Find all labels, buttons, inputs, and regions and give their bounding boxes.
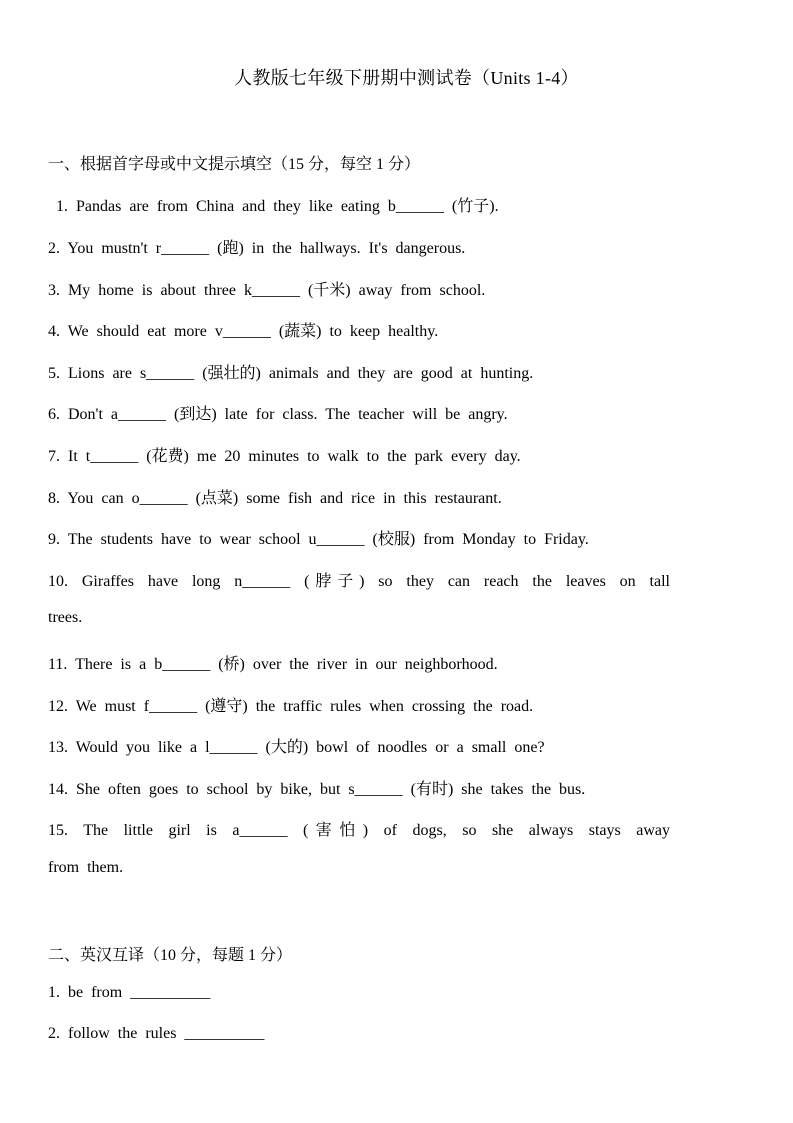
- question-12: 12. We must f______ (遵守) the traffic rules when crossing the road.: [48, 698, 534, 715]
- question-3: 3. My home is about three k______ (千米) away from school.: [48, 282, 486, 299]
- question-14: 14. She often goes to school by bike, but s______ (有时) she takes the bus.: [48, 781, 586, 798]
- question-15: 15. The little girl is a______ (害怕) of dogs, so she always stays away: [48, 822, 670, 839]
- question-8: 8. You can o______ (点菜) some fish and rice in this restaurant.: [48, 490, 502, 507]
- section-1-heading: 一、根据首字母或中文提示填空（15 分，每空 1 分）: [48, 156, 421, 173]
- question-5: 5. Lions are s______ (强壮的) animals and they are good at hunting.: [48, 365, 534, 382]
- translation-item-1: 1. be from __________: [48, 984, 211, 1001]
- question-4: 4. We should eat more v______ (蔬菜) to keep healthy.: [48, 323, 439, 340]
- question-10: 10. Giraffes have long n______ (脖子) so they can reach the leaves on tall: [48, 573, 670, 590]
- question-6: 6. Don't a______ (到达) late for class. The teacher will be angry.: [48, 406, 508, 423]
- question-13: 13. Would you like a l______ (大的) bowl of noodles or a small one?: [48, 739, 545, 756]
- question-7: 7. It t______ (花费) me 20 minutes to walk to the park every day.: [48, 448, 521, 465]
- question-11: 11. There is a b______ (桥) over the river in our neighborhood.: [48, 656, 498, 673]
- question-2: 2. You mustn't r______ (跑) in the hallways. It's dangerous.: [48, 240, 466, 257]
- question-9: 9. The students have to wear school u______ (校服) from Monday to Friday.: [48, 531, 589, 548]
- section-2-heading: 二、英汉互译（10 分，每题 1 分）: [48, 947, 293, 964]
- question-15-continuation: from them.: [48, 859, 124, 876]
- translation-item-2: 2. follow the rules __________: [48, 1025, 265, 1042]
- question-10-continuation: trees.: [48, 609, 83, 626]
- page-title: 人教版七年级下册期中测试卷（Units 1-4）: [234, 68, 579, 88]
- question-1: 1. Pandas are from China and they like eating b______ (竹子).: [56, 198, 499, 215]
